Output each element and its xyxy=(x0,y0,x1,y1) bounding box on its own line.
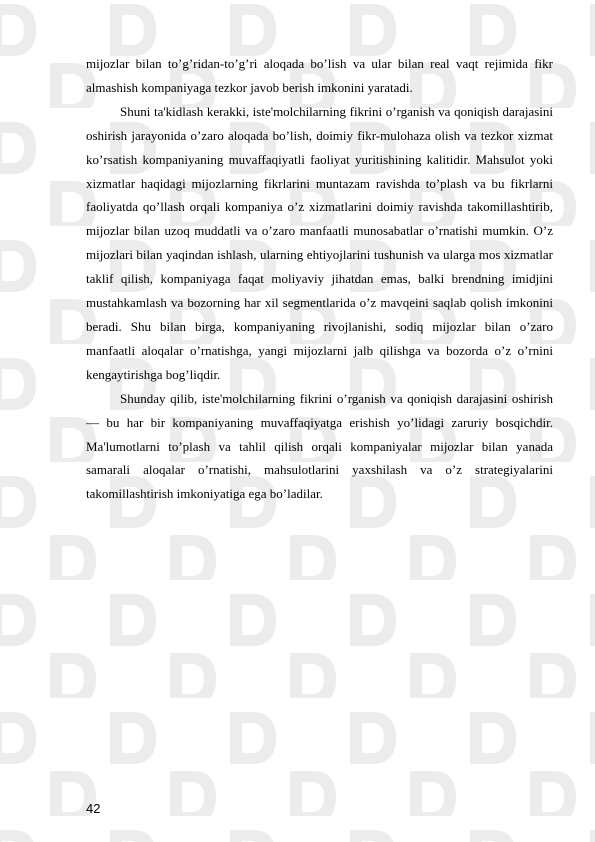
paragraph-continuation: mijozlar bilan to’g’ridan-to’g’ri aloqada bo’lish va ular bilan real vaqt rejimida fikr almashish kompaniyaga tezkor javob berish imkonini yaratadi. xyxy=(86,56,553,95)
page-number: 42 xyxy=(86,801,101,816)
paragraph-conclusion: Shunday qilib, iste'molchilarning fikrini o’rganish va qoniqish darajasini oshirish — bu har bir kompaniyaning muvaffaqiyatga erishish yo’lidagi zaruriy bosqichdir. Ma'lumotlarni to’plash va tahlil qilish orqali kompaniyalar mijozlar bilan yanada samarali aloqalar o’rnatishi, mahsulotlarini yaxshilash va o’z strategiyalarini takomillashtirish imkoniyatiga ega bo’ladilar. xyxy=(86,390,553,502)
paragraph-customer-feedback: Shuni ta'kidlash kerakki, iste'molchilarning fikrini o’rganish va qoniqish darajasini oshirish jarayonida o’zaro aloqada bo’lish, doimiy fikr-mulohaza olish va tezkor xizmat ko’rsatish kompaniyaning muvaffaqiyatli faoliyat yuritishining kalitidir. Mahsulot yoki xizmatlar haqidagi mijozlarning fikrlarini muntazam ravishda to’plash va bu fikrlarni faoliyatda qo’llash orqali kompaniya o’z xizmatlarini doimiy ravishda takomillashtirib, mijozlar bilan uzoq muddatli va o’zaro manfaatli munosabatlar o’rnatishi mumkin. O’z mijozlari bilan yaqindan ishlash, ularning ehtiyojlarini tushunish va ularga mos xizmatlar taklif qilish, kompaniyaga faqat moliyaviy jihatdan emas, balki brendning imidjini mustahkamlash va bozorning har xil segmentlarida o’z mavqeini saqlab qolish imkonini beradi. Shu bilan birga, kompaniyaning rivojlanishi, sodiq mijozlar bilan o’zaro manfaatli aloqalar o’rnatishga, yangi mijozlarni jalb qilishga va bozorda o’z o’rnini kengaytirishga bog’liqdir. xyxy=(86,103,553,382)
document-body xyxy=(86,52,553,506)
